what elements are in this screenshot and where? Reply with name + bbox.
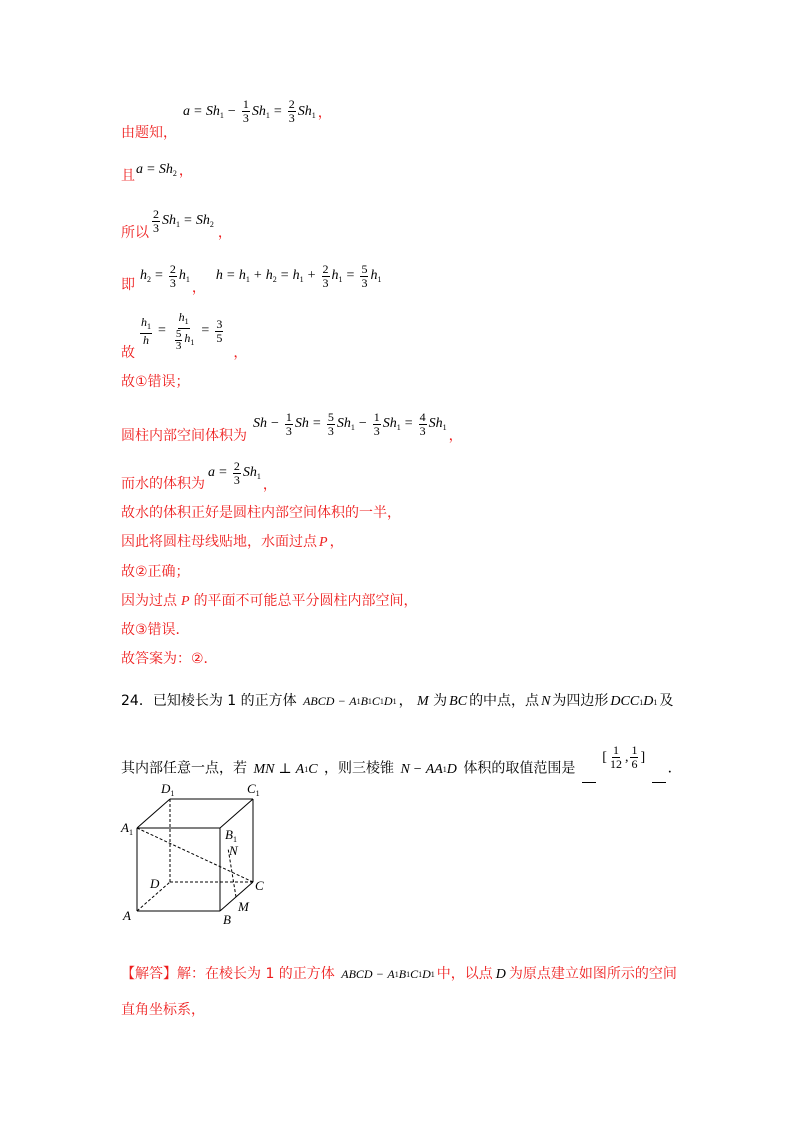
point-p-var-2: P <box>181 594 190 609</box>
m-var: M <box>417 694 429 709</box>
label-c1: $C_1$ <box>247 781 260 798</box>
line-1-label: 由题知， <box>121 125 177 141</box>
solution-tag: 【解答】 <box>121 966 177 982</box>
equation-4: $h_2$ = $\frac{2}{3}$ $h_1$ ， h = $h_1$ + $h_2$ = $h_1$ + $\frac{2}{3}$ $h_1$ = $\frac{5}{3}$ $h_1$ <box>140 261 382 296</box>
label-m: M <box>238 899 249 914</box>
solution-text-1: 解：在棱长为 1 的正方体 <box>177 966 335 982</box>
problem-text-7: 其内部任意一点，若 <box>121 760 247 777</box>
problem-text-2: ， <box>398 693 413 709</box>
line-6: 故①错误； <box>121 374 190 390</box>
line-13: 故③错误． <box>121 622 190 638</box>
line-3-label: 所以 <box>121 225 149 241</box>
label-d1: $D_1$ <box>161 781 175 798</box>
equation-1: a = $Sh_1$ − $\frac{1}{3}$ $Sh_1$ = $\frac{2}{3}$ $Sh_1$ ， <box>183 97 332 125</box>
n-var: N <box>541 694 551 709</box>
answer-blank-right <box>652 781 666 783</box>
line-10-text: 因此将圆柱母线贴地，水面过点 <box>121 534 317 550</box>
solution-line-1 <box>121 963 677 983</box>
label-d: D <box>150 876 160 891</box>
bc-var: BC <box>449 694 468 709</box>
line-14: 故答案为：②． <box>121 651 218 667</box>
label-a: A <box>123 908 131 923</box>
perp-condition: MN ⊥ A 1 C <box>253 761 318 777</box>
problem-24-line-1 <box>121 690 673 710</box>
equation-5: $\frac{h_1}{h}$ = $h_1$ $\frac{5}{3}$ $h_1$ = $\frac{3}{5}$ ， <box>141 309 248 361</box>
equation-8: a = $\frac{2}{3}$ $Sh_1$ ， <box>208 458 277 493</box>
line-9: 故水的体积正好是圆柱内部空间体积的一半， <box>121 505 401 521</box>
solution-text-2: 中，以点 <box>436 966 493 982</box>
line-12-text-b: 的平面不可能总平分圆柱内部空间， <box>193 593 418 609</box>
line-10 <box>121 531 344 551</box>
solution-d-var: D <box>495 967 506 982</box>
line-12 <box>121 590 418 610</box>
quad-name: DCC 1 D 1 <box>610 694 658 709</box>
line-5-label: 故 <box>121 345 135 361</box>
edge-b1c1 <box>220 799 253 828</box>
equation-7: Sh − $\frac{1}{3}$ Sh = $\frac{5}{3}$ $Sh_1$ − $\frac{1}{3}$ $Sh_1$ = $\frac{4}{3}$ $Sh_1$ ， <box>253 409 463 444</box>
problem-text-9: 体积的取值范围是 <box>463 760 576 777</box>
line-10-end: ， <box>329 534 344 550</box>
line-4-label: 即 <box>121 277 135 293</box>
equation-3: $\frac{2}{3}$ $Sh_1$ = $Sh_2$ ， <box>153 206 232 241</box>
solution-text-3: 为原点建立如图所示的空间 <box>508 966 677 982</box>
equation-2: a = $Sh_2$ ， <box>136 162 193 179</box>
edge-a1d1 <box>137 799 170 828</box>
problem-text-1: 已知棱长为 1 的正方体 <box>152 693 297 709</box>
problem-text-3: 为 <box>433 693 448 709</box>
answer-range: [ $\frac{1}{12}$ , $\frac{1}{6}$ ] <box>602 743 646 771</box>
label-a1: $A_1$ <box>121 820 133 837</box>
problem-number: 24． <box>121 693 153 709</box>
point-p-var: P <box>319 535 328 550</box>
solution-cube-name: ABCD − A 1 B 1 C 1 D 1 <box>341 967 435 981</box>
problem-text-10: ． <box>667 760 682 777</box>
solution-line-2: 直角坐标系， <box>121 1002 205 1018</box>
label-b1: $B_1$ <box>225 827 237 844</box>
label-c: C <box>255 878 264 893</box>
line-12-text-a: 因为过点 <box>121 593 177 609</box>
answer-open-bracket: [ <box>602 749 607 765</box>
line-2-label: 且 <box>121 168 135 184</box>
problem-text-4: 的中点，点 <box>469 693 540 709</box>
pyramid-name: N − AA 1 D <box>400 761 457 777</box>
line-7-label: 圆柱内部空间体积为 <box>121 428 247 444</box>
line-8-label: 而水的体积为 <box>121 476 205 492</box>
answer-close-bracket: ] <box>640 749 646 765</box>
problem-text-6: 及 <box>659 693 674 709</box>
cube-figure <box>115 780 275 930</box>
cube-name: ABCD − A 1 B 1 C 1 D 1 <box>303 694 397 708</box>
label-n: N <box>229 843 238 858</box>
line-11: 故②正确； <box>121 564 190 580</box>
label-b: B <box>223 912 231 927</box>
problem-text-5: 为四边形 <box>552 693 609 709</box>
problem-text-8: ，则三棱锥 <box>323 760 394 777</box>
answer-blank-left <box>582 781 596 783</box>
problem-24-line-2 <box>121 743 682 783</box>
